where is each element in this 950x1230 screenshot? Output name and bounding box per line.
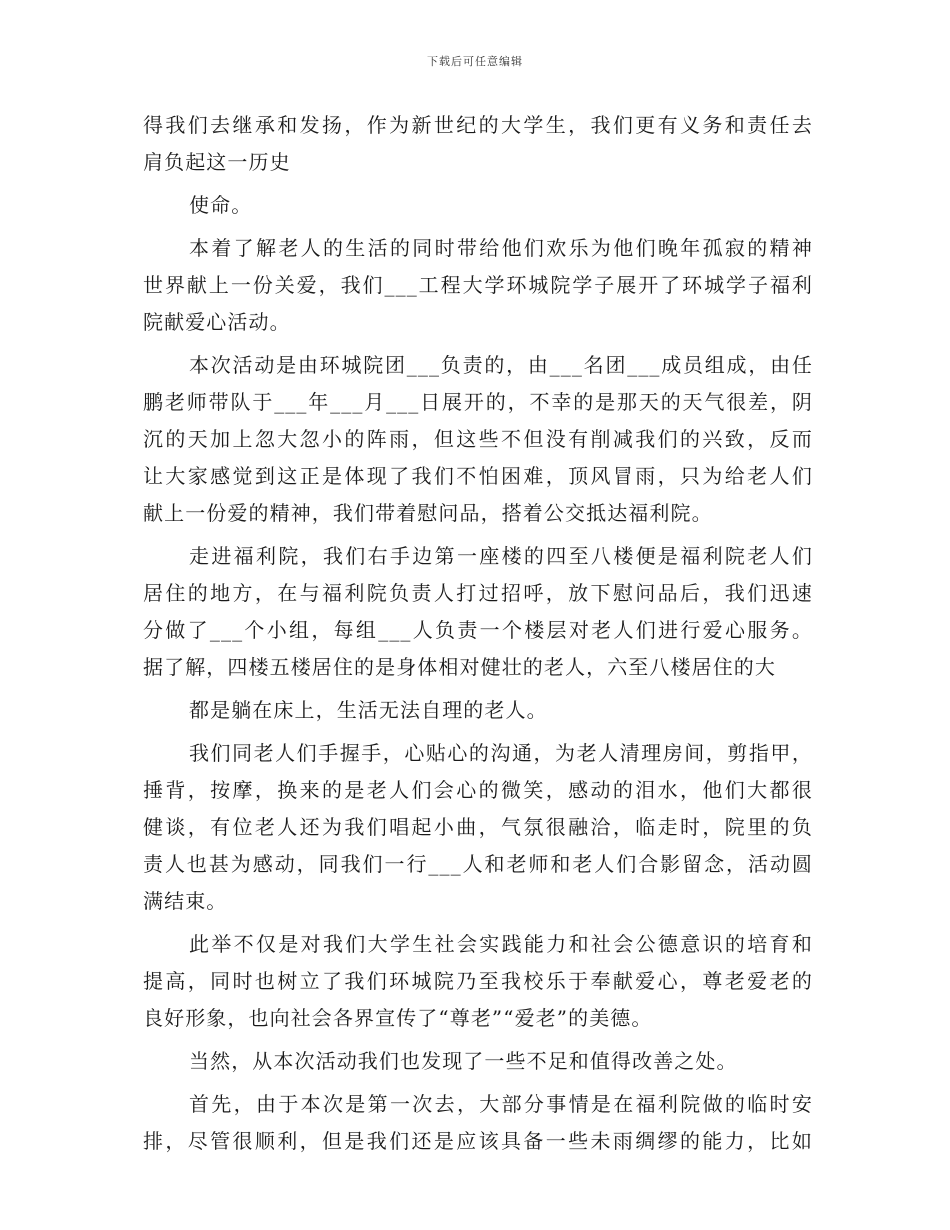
text-line: 本着了解老人的生活的同时带给他们欢乐为他们晚年孤寂的精神 <box>189 236 813 260</box>
text-line: 首先，由于本次是第一次去，大部分事情是在福利院做的临时安 <box>189 1092 813 1116</box>
text-line: 肩负起这一历史 <box>143 150 291 174</box>
text-line: 沉的天加上忽大忽小的阵雨，但这些不但没有削减我们的兴致，反而 <box>143 427 813 451</box>
document-body <box>143 107 813 1160</box>
text-line: 得我们去继承和发扬，作为新世纪的大学生，我们更有义务和责任去 <box>143 113 813 137</box>
text-line: 当然，从本次活动我们也发现了一些不足和值得改善之处。 <box>189 1049 738 1073</box>
text-line: 使命。 <box>189 193 253 217</box>
text-line: 院献爱心活动。 <box>143 310 291 334</box>
text-line: 都是躺在床上，生活无法自理的老人。 <box>189 698 548 722</box>
text-line: 此举不仅是对我们大学生社会实践能力和社会公德意识的培育和 <box>189 932 813 956</box>
text-line: 世界献上一份关爱，我们___工程大学环城院学子展开了环城学子福利 <box>143 273 813 297</box>
text-line: 健谈，有位老人还为我们唱起小曲，气氛很融洽，临走时，院里的负 <box>143 815 813 839</box>
text-line: 排，尽管很顺利，但是我们还是应该具备一些未雨绸缪的能力，比如 <box>143 1129 813 1153</box>
text-line: 捶背，按摩，换来的是老人们会心的微笑，感动的泪水，他们大都很 <box>143 778 813 802</box>
text-line: 鹏老师带队于___年___月___日展开的，不幸的是那天的天气很差，阴 <box>143 390 813 414</box>
text-line: 献上一份爱的精神，我们带着慰问品，搭着公交抵达福利院。 <box>143 501 713 525</box>
text-line: 良好形象，也向社会各界宣传了“尊老”“爱老”的美德。 <box>143 1006 653 1030</box>
text-line: 本次活动是由环城院团___负责的，由___名团___成员组成，由任 <box>189 353 813 377</box>
text-line: 提高，同时也树立了我们环城院乃至我校乐于奉献爱心，尊老爱老的 <box>143 969 813 993</box>
text-line: 分做了___个小组，每组___人负责一个楼层对老人们进行爱心服务。 <box>143 618 813 642</box>
text-line: 走进福利院，我们右手边第一座楼的四至八楼便是福利院老人们 <box>189 544 813 568</box>
text-line: 满结束。 <box>143 889 228 913</box>
text-line: 责人也甚为感动，同我们一行___人和老师和老人们合影留念，活动圆 <box>143 852 813 876</box>
text-line: 让大家感觉到这正是体现了我们不怕困难，顶风冒雨，只为给老人们 <box>143 464 813 488</box>
text-line: 我们同老人们手握手，心贴心的沟通，为老人清理房间，剪指甲， <box>189 741 813 765</box>
text-line: 居住的地方，在与福利院负责人打过招呼，放下慰问品后，我们迅速 <box>143 581 813 605</box>
page-header: 下载后可任意编辑 <box>427 55 523 68</box>
text-line: 据了解，四楼五楼居住的是身体相对健壮的老人，六至八楼居住的大 <box>143 655 776 679</box>
